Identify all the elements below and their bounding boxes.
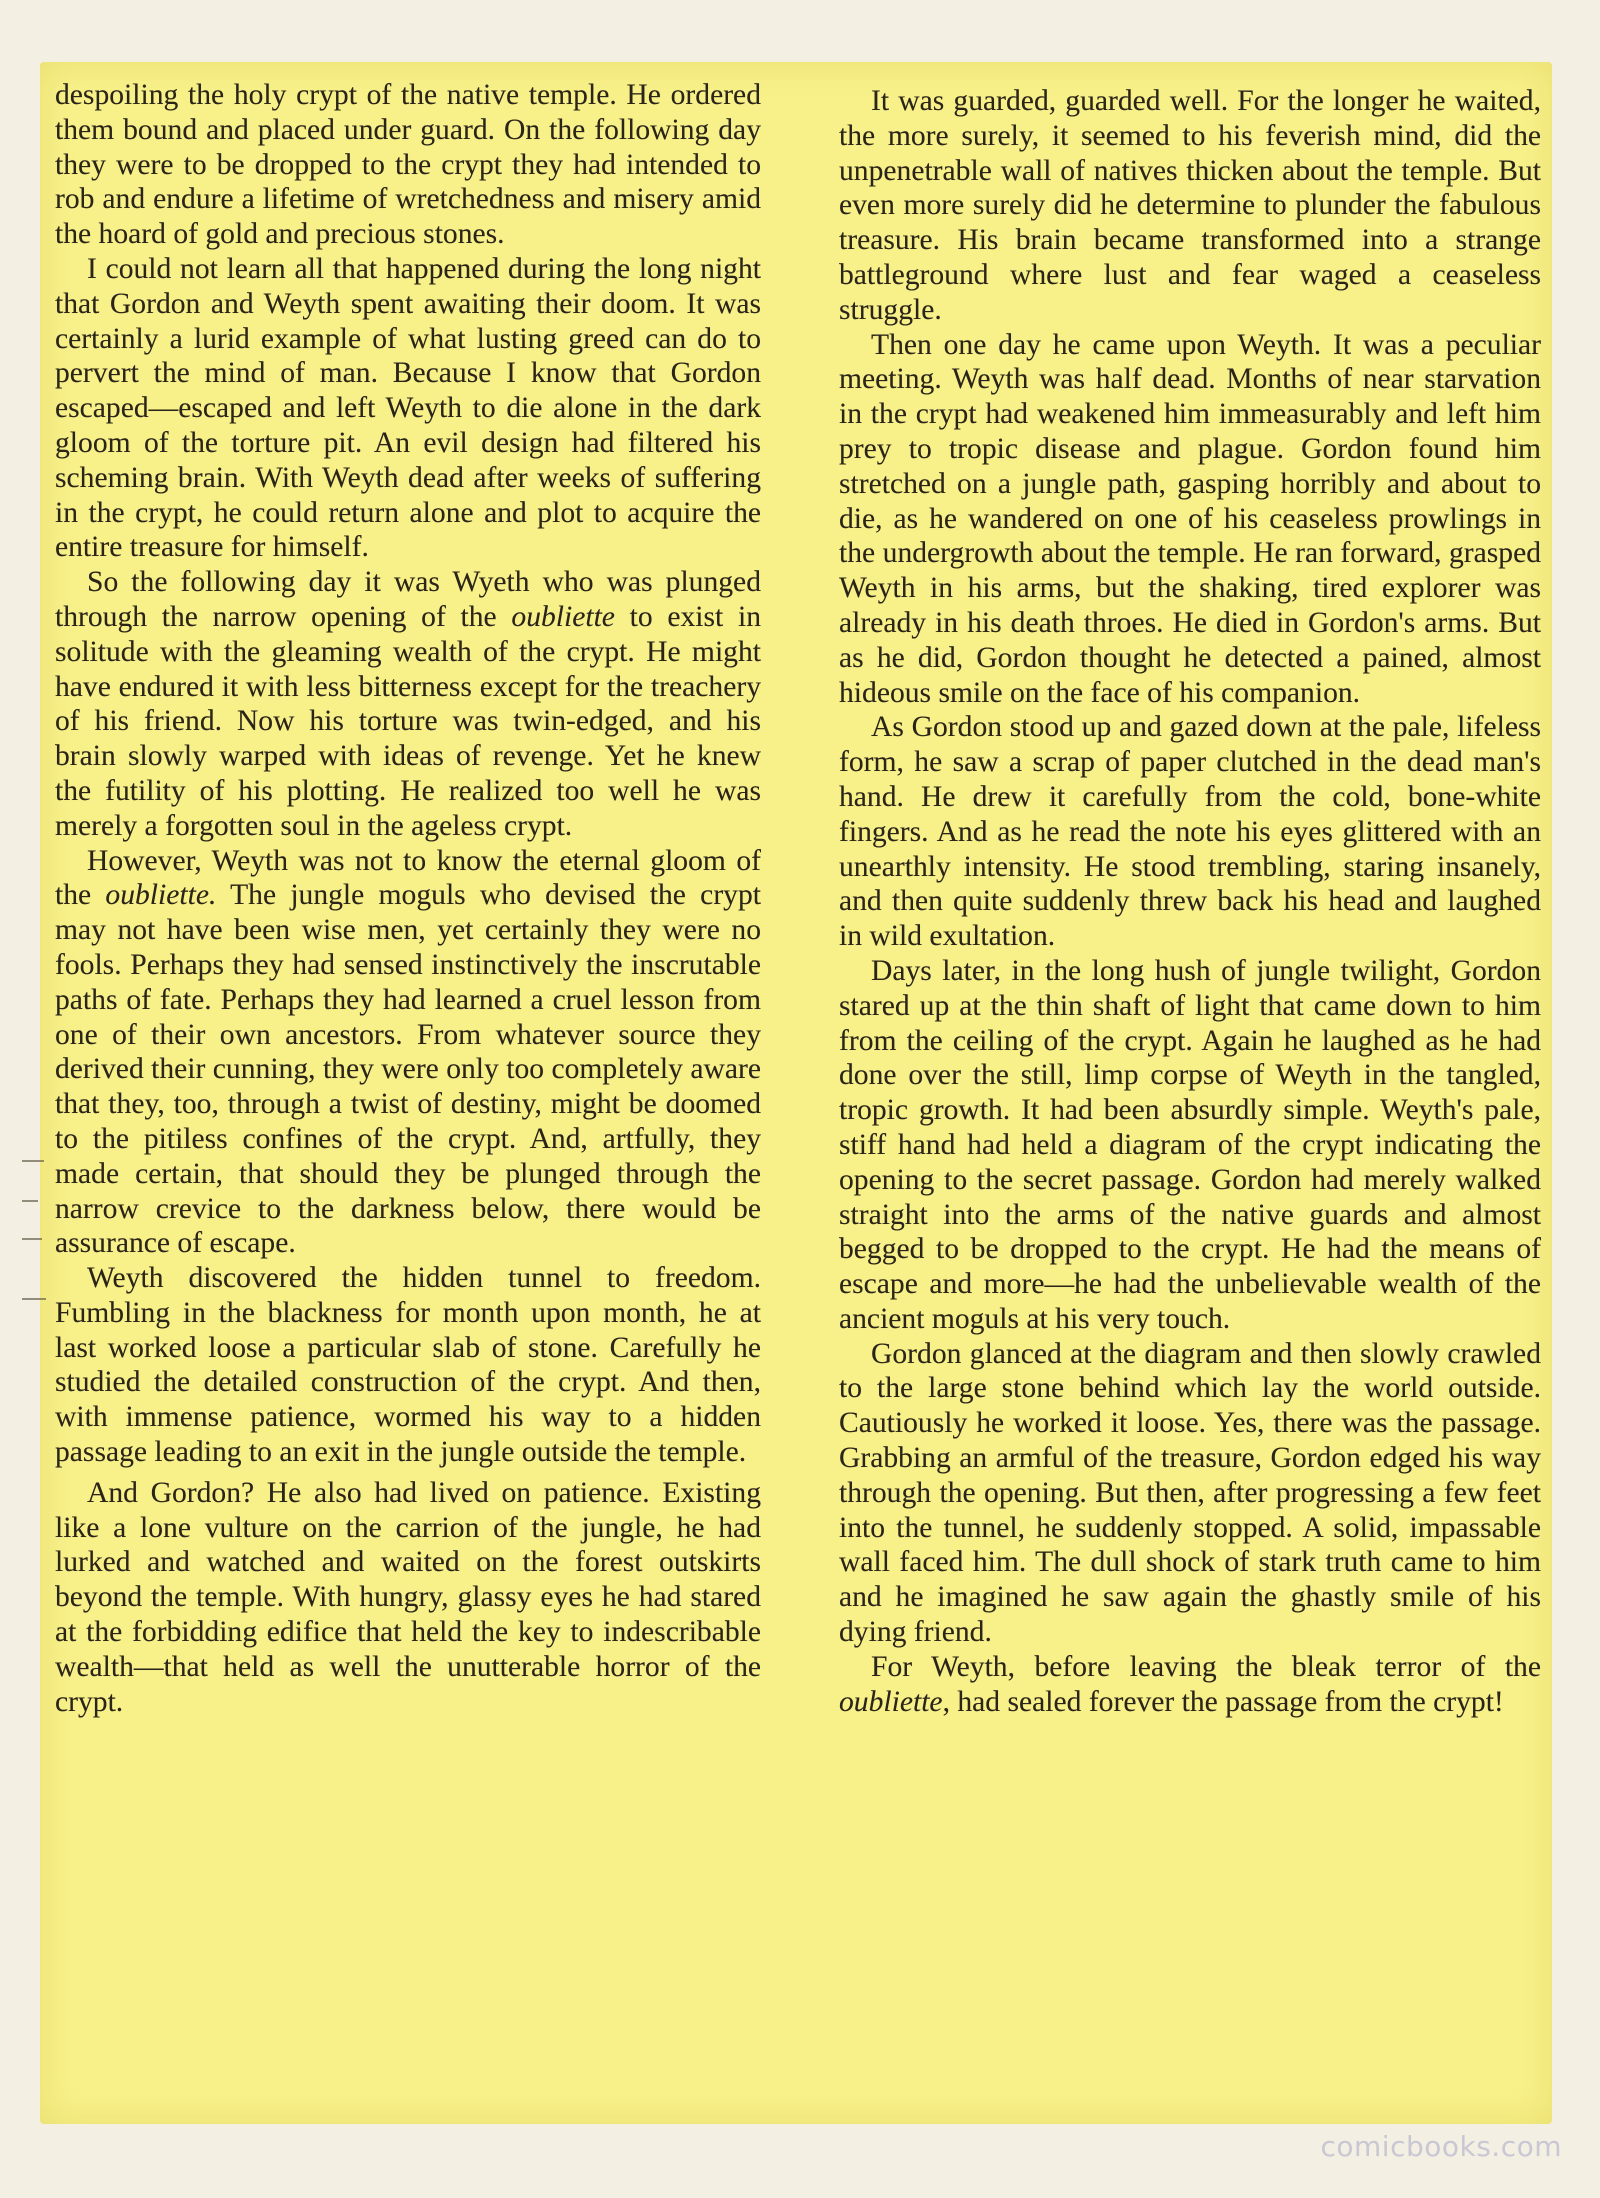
paragraph: [55, 565, 761, 843]
paragraph-text: The jungle moguls who devised the crypt may not have been wise men, yet certainly they were no fools. Perhaps they had sensed instinctively the inscrutable paths of fate. Perhaps they had learned a cruel lesson from one of their own ancestors. From whatever source they derived their cunning, they were only too completely aware that they, too, through a twist of destiny, might be doomed to the pitiless confines of the crypt. And, artfully, they made certain, that should they be plunged through the narrow crevice to the darkness below, there would be assurance of escape.: [55, 879, 761, 1260]
italic-term: oubliette.: [105, 879, 217, 912]
paragraph-text: For Weyth, before leaving the bleak terror of the: [871, 1650, 1541, 1683]
paragraph: And Gordon? He also had lived on patience. Existing like a lone vulture on the carrion of the jungle, he had lurked and watched and waited on the forest outskirts beyond the temple. With hungry, glassy eyes he had stared at the forbidding edifice that held the key to indescribable wealth—that held as well the unutterable horror of the crypt.: [55, 1476, 761, 1718]
italic-term: oubliette: [511, 600, 615, 633]
paragraph-text: So the following day it was Wyeth who was plunged through the narrow opening of the: [55, 566, 761, 633]
gutter-marks: [22, 1160, 52, 1320]
paragraph: Then one day he came upon Weyth. It was a peculiar meeting. Weyth was half dead. Months of near starvation in the crypt had weakened him immeasurably and left him prey to tropic disease and plague. Gordon found him stretched on a jungle path, gasping horribly and about to die, as he wandered on one of his ceaseless prowlings in the undergrowth about the temple. He ran forward, grasped Weyth in his arms, but the shaking, tired explorer was already in his death throes. He died in Gordon's arms. But as he did, Gordon thought he detected a pained, almost hideous smile on the face of his companion.: [839, 328, 1541, 709]
paragraph: Weyth discovered the hidden tunnel to freedom. Fumbling in the blackness for month upon month, he at last worked loose a particular slab of stone. Carefully he studied the detailed construction of the crypt. And then, with immense patience, wormed his way to a hidden passage leading to an exit in the jungle outside the temple.: [55, 1262, 761, 1469]
watermark: comicbooks.com: [1320, 2130, 1562, 2163]
paragraph-text: However, Weyth was not to know the eternal gloom of the: [55, 844, 761, 912]
paragraph: Days later, in the long hush of jungle twilight, Gordon stared up at the thin shaft of light that came down to him from the ceiling of the crypt. Again he laughed as he had done over the still, limp corpse of Weyth in the tangled, tropic growth. It had been absurdly simple. Weyth's pale, stiff hand had held a diagram of the crypt indicating the opening to the secret passage. Gordon had merely walked straight into the arms of the native guards and almost begged to be dropped to the crypt. He had the means of escape and more—he had the unbelievable wealth of the ancient moguls at his very touch.: [839, 954, 1541, 1335]
paragraph: Gordon glanced at the diagram and then slowly crawled to the large stone behind which lay the world outside. Cautiously he worked it loose. Yes, there was the passage. Grabbing an armful of the treasure, Gordon edged his way through the opening. But then, after progressing a few feet into the tunnel, he suddenly stopped. A solid, impassable wall faced him. The dull shock of stark truth came to him and he imagined he saw again the ghastly smile of his dying friend.: [839, 1337, 1541, 1649]
paragraph: As Gordon stood up and gazed down at the pale, lifeless form, he saw a scrap of paper clutched in the dead man's hand. He drew it carefully from the cold, bone-white fingers. And as he read the note his eyes glittered with an unearthly intensity. He stood trembling, staring insanely, and then quite suddenly threw back his head and laughed in wild exultation.: [839, 711, 1541, 953]
paragraph: It was guarded, guarded well. For the longer he waited, the more surely, it seemed to his feverish mind, did the unpenetrable wall of natives thicken about the temple. But even more surely did he determine to plunder the fabulous treasure. His brain became transformed into a strange battleground where lust and fear waged a ceaseless struggle.: [839, 85, 1541, 326]
paragraph: [839, 1650, 1541, 1720]
paragraph-text: , had sealed forever the passage from the crypt!: [942, 1685, 1504, 1718]
paragraph-text: to exist in solitude with the gleaming wealth of the crypt. He might have endured it with less bitterness except for the treachery of his friend. Now his torture was twin-edged, and his brain slowly warped with ideas of revenge. Yet he knew the futility of his plotting. He realized too well he was merely a forgotten soul in the ageless crypt.: [55, 600, 761, 842]
paragraph: [55, 844, 761, 1262]
paragraph: despoiling the holy crypt of the native temple. He ordered them bound and placed under guard. On the following day they were to be dropped to the crypt they had intended to rob and endure a lifetime of wretchedness and misery amid the hoard of gold and precious stones.: [55, 79, 761, 251]
left-text-column: [55, 78, 761, 1719]
paragraph: I could not learn all that happened during the long night that Gordon and Weyth spent awaiting their doom. It was certainly a lurid example of what lusting greed can do to pervert the mind of man. Because I know that Gordon escaped—escaped and left Weyth to die alone in the dark gloom of the torture pit. An evil design had filtered his scheming brain. With Weyth dead after weeks of suffering in the crypt, he could return alone and plot to acquire the entire treasure for himself.: [55, 252, 761, 564]
italic-term: oubliette: [839, 1685, 943, 1718]
right-text-column: [839, 84, 1541, 1719]
